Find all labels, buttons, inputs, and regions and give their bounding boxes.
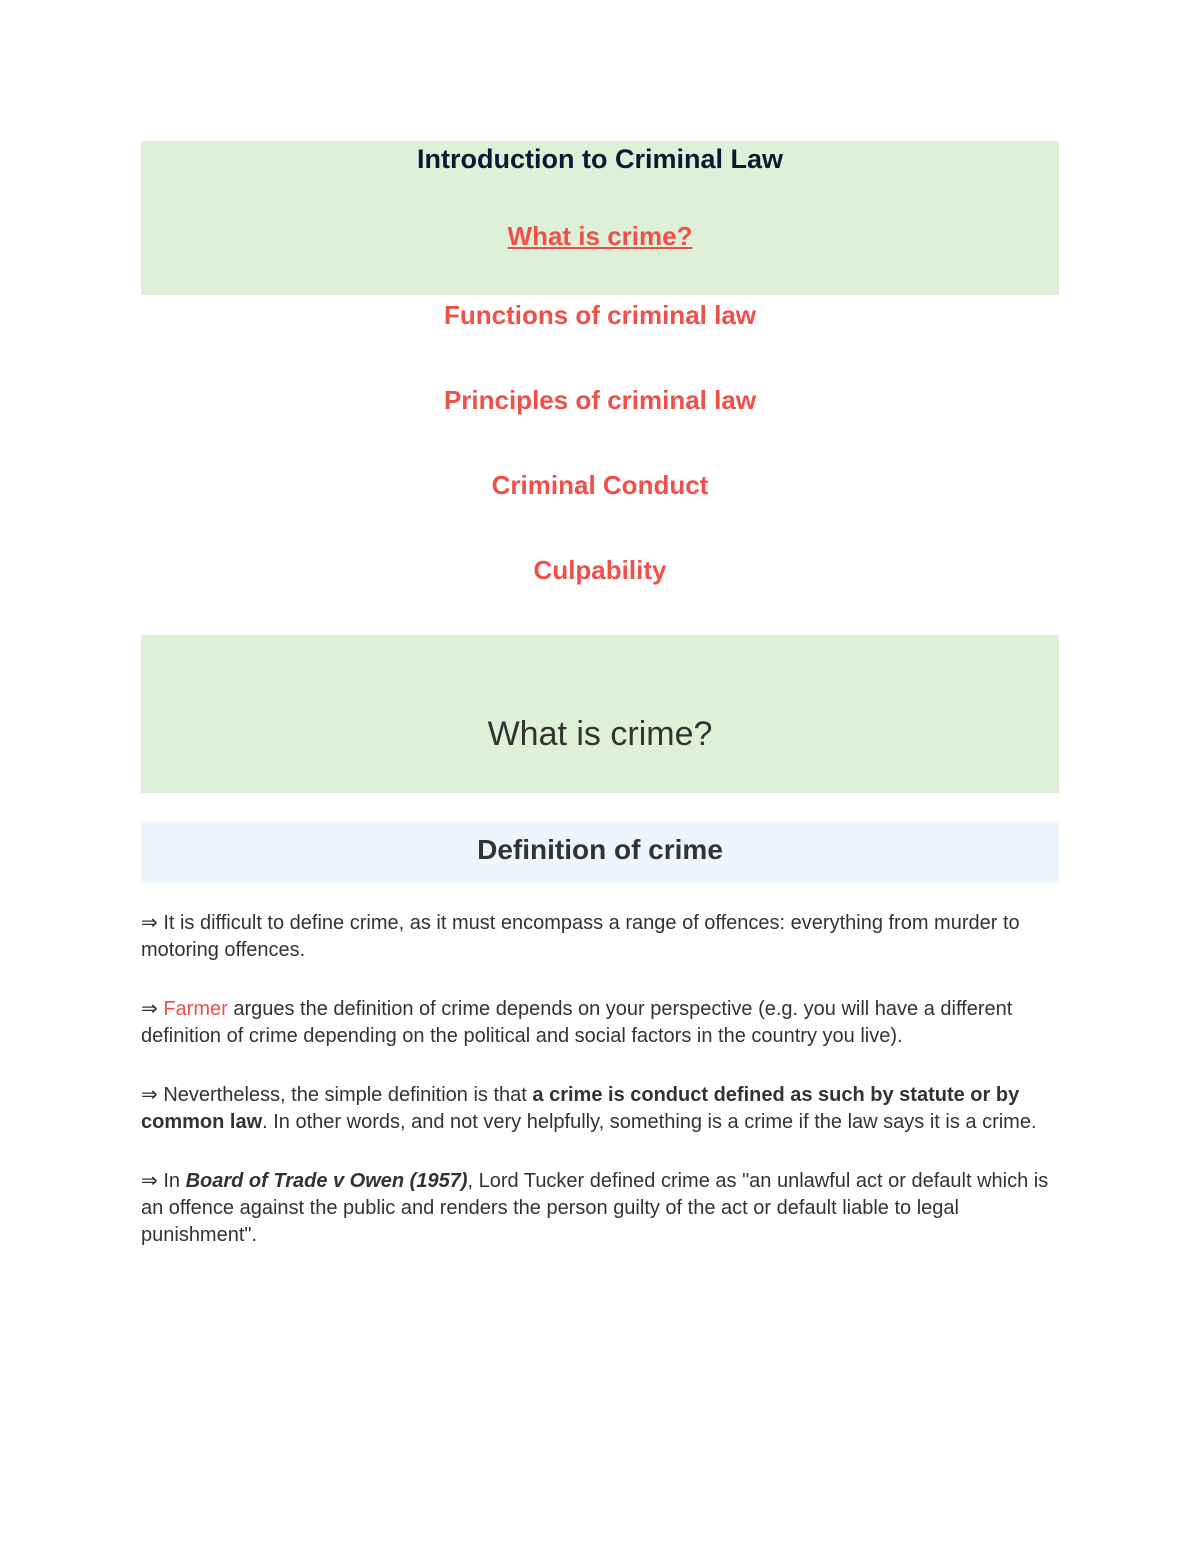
paragraph-3-text-a: Nevertheless, the simple definition is that (157, 1084, 533, 1106)
definition-highlight: a crime is conduct defined as such by statute or by common law (141, 1084, 1020, 1133)
paragraph-1-text: It is difficult to define crime, as it must encompass a range of offences: everything from murder to motoring offences. (141, 912, 1020, 961)
paragraph-4-text-a: In (157, 1170, 186, 1192)
toc-item-principles[interactable]: Principles of criminal law (443, 385, 757, 415)
arrow-icon: ⇒ (141, 1170, 158, 1192)
paragraph-4 (141, 1168, 1059, 1249)
paragraph-3-text-b: . In other words, and not very helpfully, something is a crime if the law says it is a crime. (262, 1111, 1037, 1133)
subsection-banner (141, 821, 1059, 883)
toc-item-functions[interactable]: Functions of criminal law (443, 300, 757, 330)
table-of-contents (141, 297, 1059, 637)
paragraph-4-text-b: , Lord Tucker defined crime as "an unlawful act or default which is an offence against the public and renders the person guilty of the act or default liable to legal punishment". (141, 1170, 1049, 1246)
toc-item-criminal-conduct[interactable]: Criminal Conduct (491, 470, 709, 500)
document-page (141, 141, 1059, 1246)
paragraph-2-text: argues the definition of crime depends on your perspective (e.g. you will have a different definition of crime depending on the political and social factors in the country you live). (141, 998, 1013, 1047)
paragraph-2 (141, 996, 1059, 1050)
toc-link-what-is-crime[interactable]: What is crime? (507, 221, 693, 251)
case-citation: Board of Trade v Owen (1957) (185, 1170, 468, 1192)
arrow-icon: ⇒ (141, 1084, 158, 1106)
paragraph-1 (141, 910, 1059, 964)
arrow-icon: ⇒ (141, 998, 158, 1020)
section-banner (141, 635, 1059, 793)
paragraph-3 (141, 1082, 1059, 1136)
author-name: Farmer (163, 998, 228, 1020)
body-content (141, 910, 1059, 1281)
section-title: What is crime? (487, 715, 713, 753)
title-banner (141, 141, 1059, 295)
document-title: Introduction to Criminal Law (417, 144, 783, 174)
toc-item-culpability[interactable]: Culpability (533, 555, 667, 585)
arrow-icon: ⇒ (141, 912, 158, 934)
subsection-title: Definition of crime (477, 834, 723, 865)
